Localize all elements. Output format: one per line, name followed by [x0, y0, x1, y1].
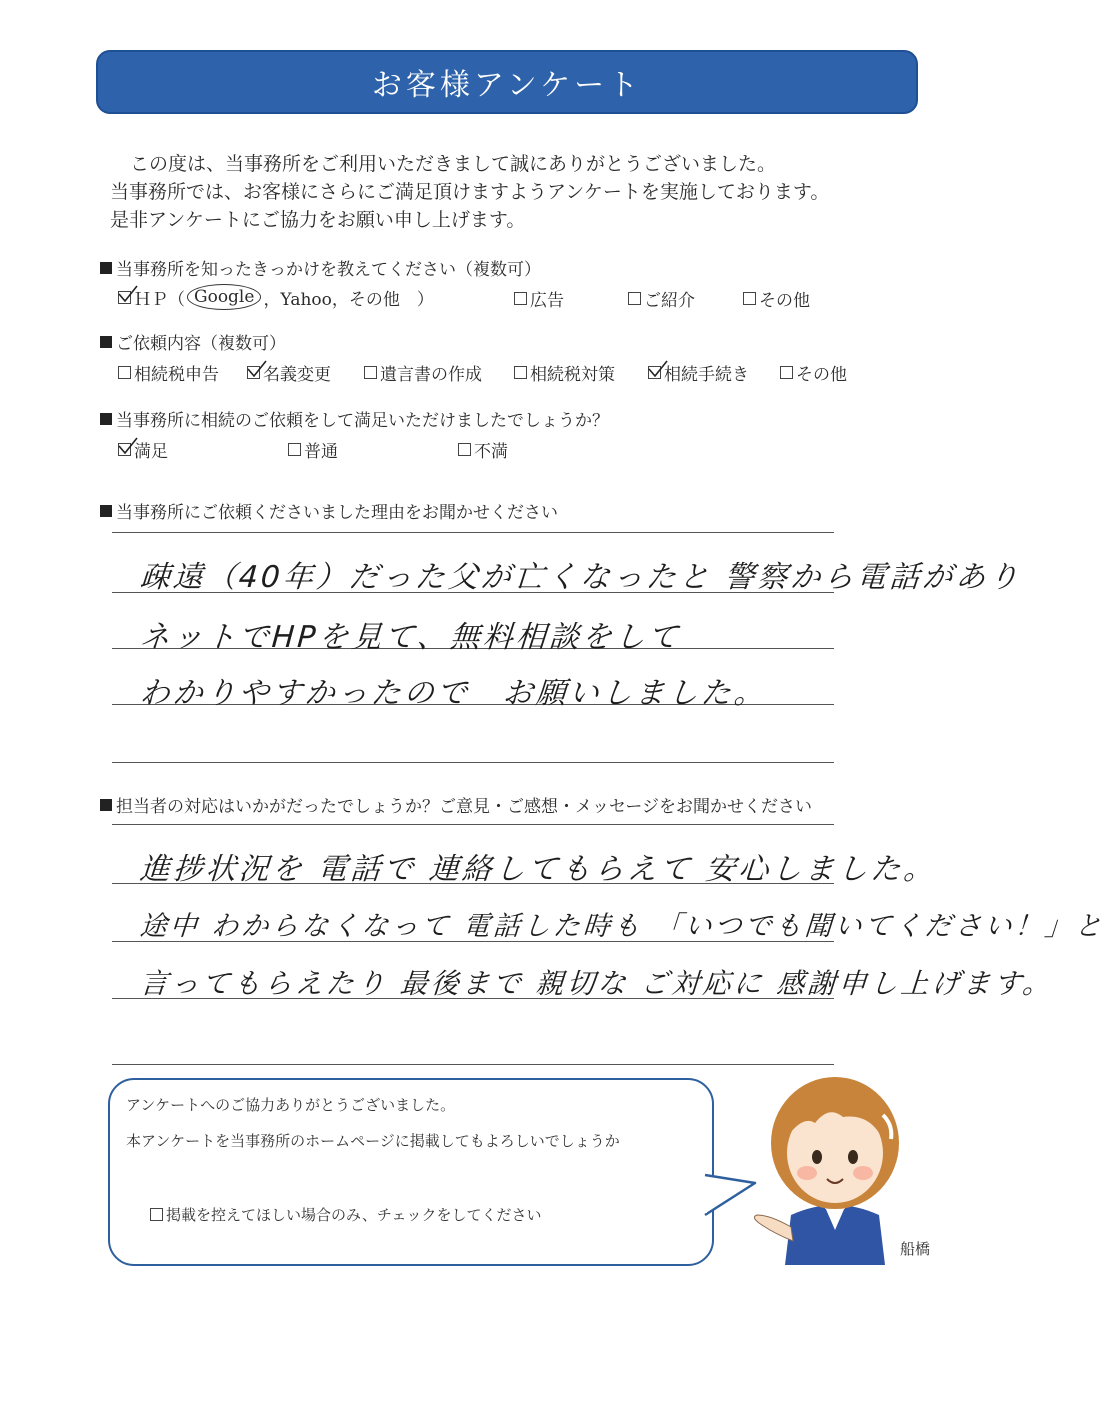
intro-text [110, 150, 829, 234]
q2-option-inheritance-tax-filing[interactable] [118, 360, 219, 385]
checkbox-checked-icon[interactable] [118, 443, 131, 456]
checkbox-icon[interactable] [514, 292, 527, 305]
question-3-text: 当事務所に相続のご依頼をして満足いただけましたでしょうか？ [116, 411, 609, 431]
question-1 [100, 255, 541, 280]
checkbox-icon[interactable] [150, 1208, 163, 1221]
checkbox-icon[interactable] [514, 366, 527, 379]
bullet-square-icon [100, 262, 112, 274]
option-label: 普通 [304, 442, 338, 462]
checkbox-icon[interactable] [780, 366, 793, 379]
option-label: 相続税対策 [530, 365, 615, 385]
q1-option-ad[interactable] [514, 286, 564, 311]
q1-option-referral[interactable] [628, 286, 695, 311]
bullet-square-icon [100, 799, 112, 811]
option-label: 名義変更 [263, 365, 331, 385]
checkbox-icon[interactable] [118, 366, 131, 379]
option-label: 相続手続き [664, 365, 749, 385]
q2-option-tax-planning[interactable] [514, 360, 615, 385]
q2-option-inheritance-procedure[interactable] [648, 360, 749, 385]
checkbox-icon[interactable] [458, 443, 471, 456]
question-4-text: 当事務所にご依頼くださいました理由をお聞かせください [116, 503, 558, 523]
checkbox-icon[interactable] [288, 443, 301, 456]
q1-hp-google-circled: Google [187, 284, 261, 310]
bubble-thanks: アンケートへのご協力ありがとうございました。 [126, 1096, 456, 1114]
opt-out-label: 掲載を控えてほしい場合のみ、チェックをしてください [166, 1206, 542, 1224]
q4-answer-line: ネットでHPを見て、無料相談をして [138, 620, 683, 655]
question-1-text: 当事務所を知ったきっかけを教えてください（複数可） [116, 260, 541, 280]
option-label: その他 [759, 291, 810, 311]
question-2 [100, 329, 286, 354]
intro-line: 当事務所では、お客様にさらにご満足頂けますようアンケートを実施しております。 [110, 181, 830, 203]
option-label: 満足 [134, 442, 168, 462]
question-5-text: 担当者の対応はいかがだったでしょうか？ご意見・ご感想・メッセージをお聞かせください [116, 797, 812, 817]
answer-line [112, 1064, 834, 1065]
option-label: 相続税申告 [134, 365, 219, 385]
q2-option-name-change[interactable] [247, 360, 331, 385]
q1-hp-label: ＨＰ（ [134, 289, 185, 310]
q1-option-other[interactable] [743, 286, 810, 311]
q5-answer-line: 進捗状況を 電話で 連絡してもらえて 安心しました。 [138, 852, 938, 887]
q2-option-will[interactable] [364, 360, 482, 385]
option-label: 広告 [530, 291, 564, 311]
q5-answer-line: 途中 わからなくなって 電話した時も 「いつでも聞いてください！」と [138, 911, 1106, 942]
question-5 [100, 792, 812, 817]
staff-name: 船橋 [900, 1240, 931, 1258]
answer-line [112, 824, 834, 825]
q3-option-dissatisfied[interactable] [458, 437, 508, 462]
bullet-square-icon [100, 336, 112, 348]
option-label: ご紹介 [644, 291, 695, 311]
q3-option-satisfied[interactable] [118, 437, 168, 462]
q1-option-hp[interactable] [118, 284, 434, 310]
option-label: その他 [796, 365, 847, 385]
q4-answer-line: わかりやすかったので お願いしました。 [138, 676, 768, 711]
checkbox-icon[interactable] [628, 292, 641, 305]
answer-line [112, 532, 834, 533]
bubble-opt-out[interactable] [150, 1204, 541, 1225]
q4-answer-line: 疎遠（40年）だった父が亡くなったと 警察から電話があり [138, 560, 1023, 595]
checkbox-icon[interactable] [743, 292, 756, 305]
staff-illustration [745, 1065, 925, 1265]
answer-line [112, 762, 834, 763]
option-label: 遺言書の作成 [380, 365, 482, 385]
option-label: 不満 [474, 442, 508, 462]
bullet-square-icon [100, 413, 112, 425]
question-4 [100, 498, 558, 523]
bubble-permission-question: 本アンケートを当事務所のホームページに掲載してもよろしいでしょうか [126, 1132, 620, 1150]
q3-option-average[interactable] [288, 437, 338, 462]
checkbox-checked-icon[interactable] [247, 366, 260, 379]
title-banner [96, 50, 918, 114]
bullet-square-icon [100, 505, 112, 517]
question-2-text: ご依頼内容（複数可） [116, 334, 286, 354]
q1-hp-rest: ，Yahoo，その他 ） [263, 289, 434, 310]
q5-answer-line: 言ってもらえたり 最後まで 親切な ご対応に 感謝申し上げます。 [138, 967, 1055, 1000]
page-title: お客様アンケート [371, 68, 643, 103]
intro-line: この度は、当事務所をご利用いただきまして誠にありがとうございました。 [130, 153, 777, 175]
checkbox-checked-icon[interactable] [648, 366, 661, 379]
q2-option-other[interactable] [780, 360, 847, 385]
checkbox-icon[interactable] [364, 366, 377, 379]
question-3 [100, 406, 609, 431]
intro-line: 是非アンケートにご協力をお願い申し上げます。 [110, 209, 526, 231]
checkbox-checked-icon[interactable] [118, 291, 131, 304]
